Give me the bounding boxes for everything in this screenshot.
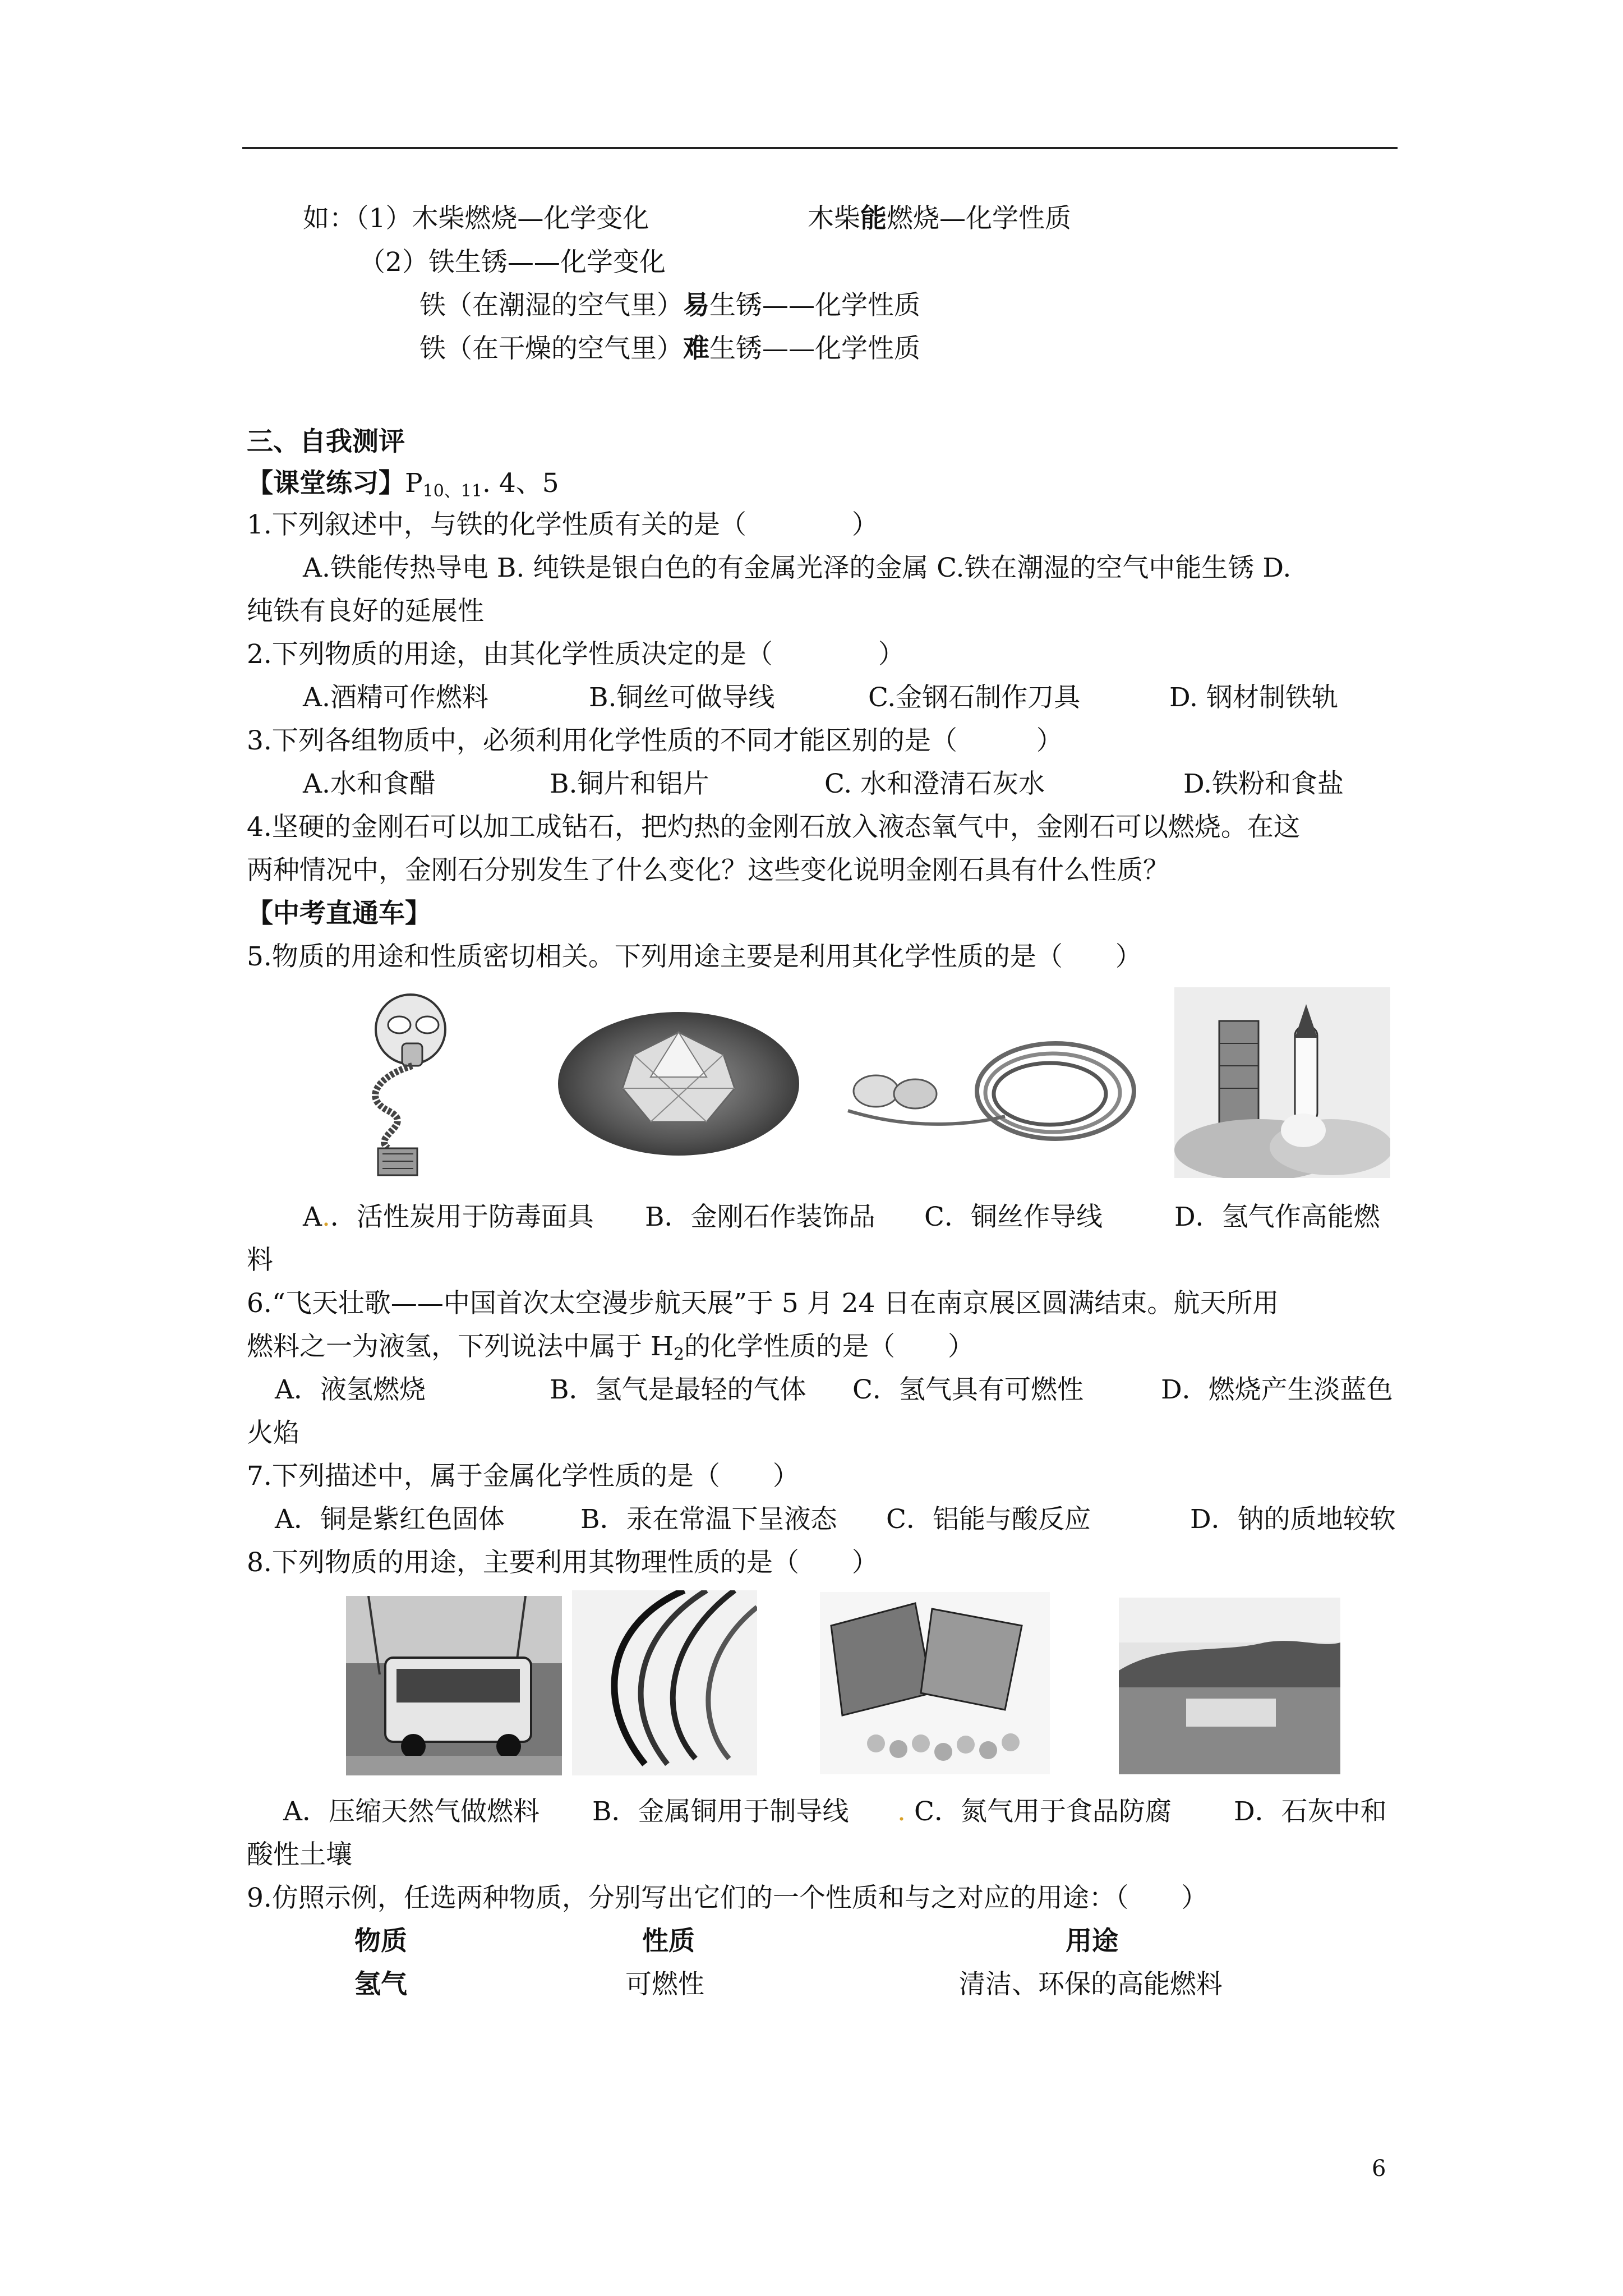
page-number: 6 — [1372, 2156, 1386, 2182]
question-4-line-2: 两种情况中，金刚石分别发生了什么变化？这些变化说明金刚石具有什么性质？ — [247, 855, 1169, 886]
example-line-2: （2）铁生锈——化学变化 — [359, 247, 666, 278]
table-cell-property: 可燃性 — [625, 1969, 704, 2000]
table-header-use: 用途 — [1066, 1926, 1118, 1957]
question-6-options-wrap: 火焰 — [247, 1418, 299, 1448]
question-5-stem: 5.物质的用途和性质密切相关。下列用途主要是利用其化学性质的是（ ） — [247, 941, 1142, 972]
example-line-4: 铁（在干燥的空气里）难生锈——化学性质 — [419, 333, 920, 364]
question-3-option-d: D.铁粉和食盐 — [1183, 769, 1344, 799]
question-3-option-a: A.水和食醋 — [303, 769, 436, 799]
question-7-stem: 7.下列描述中，属于金属化学性质的是（ ） — [247, 1461, 799, 1492]
question-7-option-d: D．钠的质地较软 — [1190, 1504, 1396, 1535]
question-4-line-1: 4.坚硬的金刚石可以加工成钻石，把灼热的金刚石放入液态氧气中，金刚石可以燃烧。在这 — [247, 812, 1300, 843]
question-6-line-2: 燃料之一为液氢，下列说法中属于 $H_2$的化学性质的是（ ） — [247, 1331, 975, 1364]
food-packaging-image — [820, 1592, 1050, 1774]
diamond-image — [555, 1010, 802, 1158]
question-8-option-dot: . — [897, 1796, 906, 1827]
table-cell-substance: 氢气 — [354, 1969, 407, 2000]
table-header-property: 性质 — [642, 1926, 695, 1957]
question-7-option-a: A．铜是紫红色固体 — [275, 1504, 505, 1535]
question-7-option-c: C．铝能与酸反应 — [886, 1504, 1091, 1535]
question-2-option-a: A.酒精可作燃料 — [303, 682, 488, 713]
table-cell-use: 清洁、环保的高能燃料 — [959, 1969, 1223, 2000]
example-line-1: 如：（1）木柴燃烧—化学变化 — [303, 203, 649, 234]
practice-heading: 【课堂练习】$P_{10、11}$. 4、5 — [247, 468, 559, 501]
question-6-option-c: C．氢气具有可燃性 — [852, 1374, 1083, 1405]
question-5-option-c: C．铜丝作导线 — [924, 1202, 1103, 1232]
gas-mask-image — [349, 990, 492, 1178]
question-8-stem: 8.下列物质的用途，主要利用其物理性质的是（ ） — [247, 1547, 878, 1578]
question-3-option-b: B.铜片和铝片 — [550, 769, 709, 799]
question-1-stem: 1.下列叙述中，与铁的化学性质有关的是（ ） — [247, 509, 878, 540]
question-8-option-b: B．金属铜用于制导线 — [592, 1796, 849, 1827]
question-8-option-a: A．压缩天然气做燃料 — [283, 1796, 540, 1827]
header-rule — [242, 147, 1398, 149]
question-6-option-a: A．液氢燃烧 — [275, 1374, 426, 1405]
question-1-options-wrap: 纯铁有良好的延展性 — [247, 596, 484, 627]
table-header-substance: 物质 — [354, 1926, 407, 1957]
question-1-options: A.铁能传热导电 B. 纯铁是银白色的有金属光泽的金属 C.铁在潮湿的空气中能生锈 D. — [303, 553, 1292, 583]
example-line-1-right: 木柴能燃烧—化学性质 — [808, 203, 1071, 234]
question-2-option-d: D. 钢材制铁轨 — [1169, 682, 1338, 713]
question-6-option-b: B．氢气是最轻的气体 — [550, 1374, 806, 1405]
question-8-option-d: D．石灰中和 — [1234, 1796, 1387, 1827]
question-5-option-a: A.．活性炭用于防毒面具 — [303, 1202, 594, 1232]
question-2-stem: 2.下列物质的用途，由其化学性质决定的是（ ） — [247, 639, 905, 670]
question-6-line-1: 6.“飞天壮歌——中国首次太空漫步航天展”于 5 月 24 日在南京展区圆满结束。航天所用 — [247, 1288, 1279, 1319]
question-3-stem: 3.下列各组物质中，必须利用化学性质的不同才能区别的是（ ） — [247, 725, 1063, 756]
rocket-launch-image — [1174, 987, 1390, 1178]
bus-image — [346, 1596, 562, 1775]
question-3-option-c: C. 水和澄清石灰水 — [824, 769, 1045, 799]
field-image — [1119, 1598, 1340, 1774]
question-7-option-b: B．汞在常温下呈液态 — [580, 1504, 837, 1535]
question-5-option-b: B．金刚石作装饰品 — [645, 1202, 875, 1232]
question-8-options-wrap: 酸性土壤 — [247, 1839, 352, 1870]
question-5-option-d: D．氢气作高能燃 — [1174, 1202, 1380, 1232]
cables-image — [572, 1590, 757, 1775]
question-9-stem: 9.仿照示例，任选两种物质，分别写出它们的一个性质和与之对应的用途：（ ） — [247, 1883, 1208, 1913]
question-2-option-b: B.铜丝可做导线 — [589, 682, 775, 713]
section-title: 三、自我测评 — [247, 426, 405, 457]
question-6-option-d: D．燃烧产生淡蓝色 — [1161, 1374, 1393, 1405]
zhongkao-heading: 【中考直通车】 — [247, 898, 431, 929]
copper-wire-image — [837, 1027, 1142, 1150]
example-line-3: 铁（在潮湿的空气里）易生锈——化学性质 — [419, 290, 920, 321]
question-5-options-wrap: 料 — [247, 1245, 273, 1276]
question-8-option-c: C．氮气用于食品防腐 — [914, 1796, 1172, 1827]
question-2-option-c: C.金钢石制作刀具 — [868, 682, 1081, 713]
